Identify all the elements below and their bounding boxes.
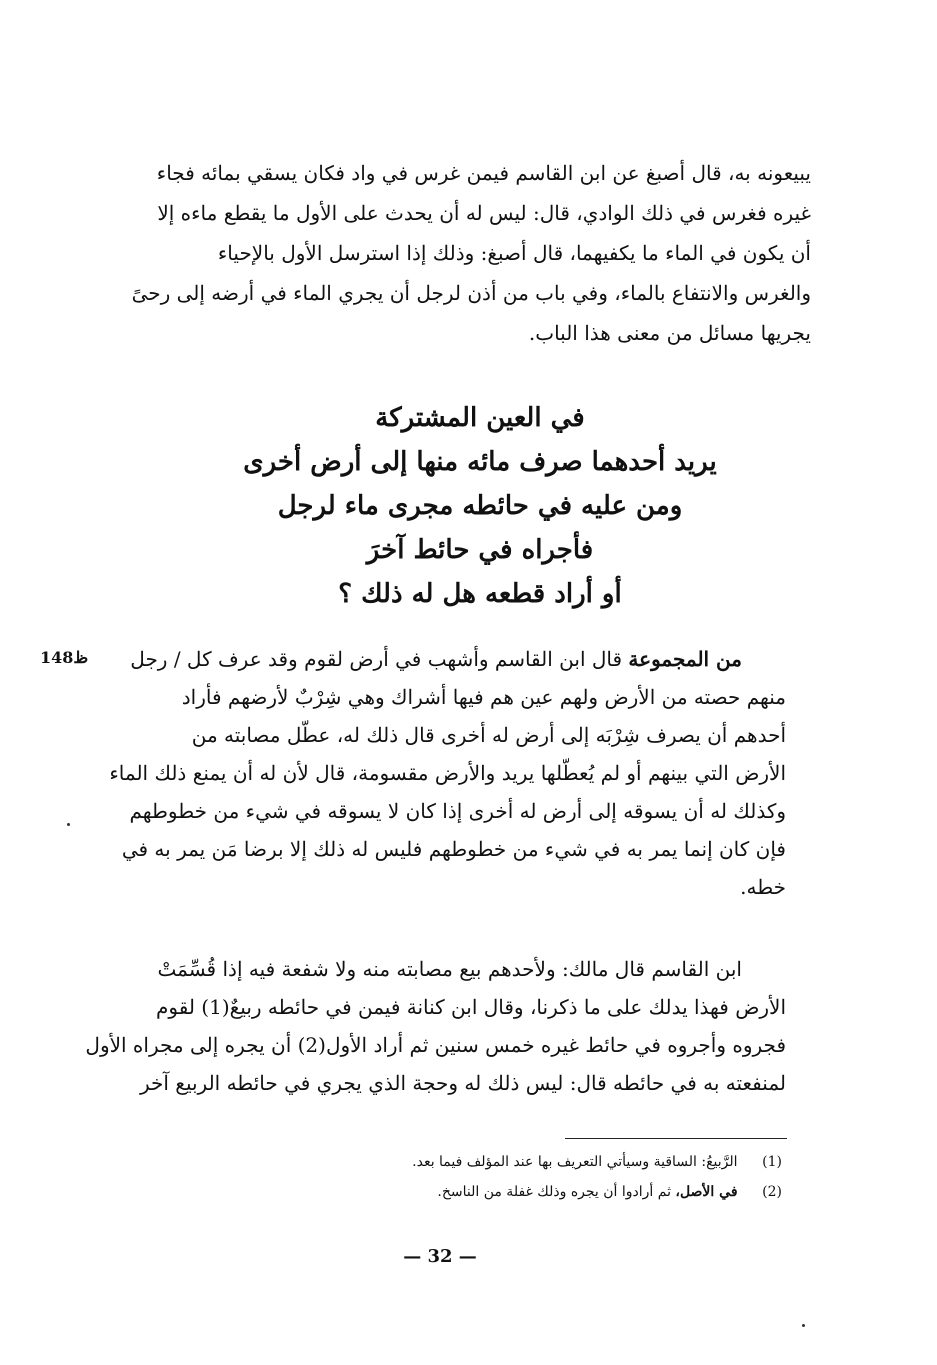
text-line: والغرس والانتفاع بالماء، وفي باب من أذن لرجل أن يجري الماء في أرضه إلى رحىً: [131, 281, 811, 305]
scan-speck: [802, 1324, 805, 1327]
text-line: غيره فغرس في ذلك الوادي، قال: ليس له أن يحدث على الأول ما يقطع ماءه إلا: [157, 201, 811, 225]
section-heading: [200, 396, 760, 616]
text-line: يبيعونه به، قال أصبغ عن ابن القاسم فيمن غرس في واد فكان يسقي بمائه فجاء: [156, 161, 811, 185]
text-line: [118, 640, 786, 678]
paragraph-majmuah: [109, 640, 786, 906]
text-line: أحدهم أن يصرف شِرْبَه إلى أرض له أخرى قال ذلك له، عطّل مصابته من: [191, 723, 786, 747]
text-line: الأرض التي بينهم أو لم يُعطّلها يريد والأرض مقسومة، قال لأن له أن يمنع ذلك الماء: [109, 761, 786, 785]
footnote-number: (2): [762, 1184, 782, 1200]
footnote-text: ثم أرادوا أن يجره وذلك غفلة من الناسخ.: [437, 1184, 676, 1200]
text-line: خطه.: [740, 875, 786, 899]
text-line: فإن كان إنما يمر به في شيء من خطوطهم فليس له ذلك إلا برضا مَن يمر به في: [121, 837, 786, 861]
text-line: فجروه وأجروه في حائط غيره خمس سنين ثم أراد الأول(2) أن يجره إلى مجراه الأول: [85, 1033, 786, 1057]
footnote-number: (1): [762, 1154, 782, 1170]
scan-speck: [67, 823, 70, 826]
paragraph-continuation: [125, 153, 811, 353]
footnote: [240, 1184, 782, 1200]
footnote-divider: [565, 1138, 787, 1139]
footnote: [240, 1154, 782, 1170]
heading-line: يريد أحدهما صرف مائه منها إلى أرض أخرى: [243, 447, 717, 477]
text-line: منهم حصته من الأرض ولهم عين هم فيها أشراك وهي شِرْبٌ لأرضهم فأراد: [181, 685, 786, 709]
text-span: قال ابن القاسم وأشهب في أرض لقوم وقد عرف كل / رجل: [130, 647, 629, 671]
paragraph-ibn-al-qasim: [85, 950, 786, 1102]
footnote-text-bold: في الأصل،: [675, 1184, 738, 1200]
source-name: من المجموعة: [628, 647, 742, 671]
heading-line: ومن عليه في حائطه مجرى ماء لرجل: [277, 491, 683, 521]
text-line: ابن القاسم قال مالك: ولأحدهم بيع مصابته منه ولا شفعة فيه إذا قُسِّمَتْ: [157, 957, 742, 981]
manuscript-folio-note: 148ظ: [40, 648, 89, 667]
text-line: أن يكون في الماء ما يكفيهما، قال أصبغ: وذلك إذا استرسل الأول بالإحياء: [217, 241, 811, 265]
text-line: يجريها مسائل من معنى هذا الباب.: [528, 321, 811, 345]
text-line: الأرض فهذا يدلك على ما ذكرنا، وقال ابن كنانة فيمن في حائطه ربيعٌ(1) لقوم: [156, 995, 786, 1019]
heading-line: في العين المشتركة: [375, 403, 585, 433]
text-line: وكذلك له أن يسوقه إلى أرض له أخرى إذا كان لا يسوقه في شيء من خطوطهم: [129, 799, 786, 823]
text-line: لمنفعته به في حائطه قال: ليس ذلك له وحجة الذي يجري في حائطه الربيع آخر: [139, 1071, 786, 1095]
heading-line: أو أراد قطعه هل له ذلك ؟: [338, 579, 622, 609]
page-number: — 32 —: [403, 1246, 477, 1267]
heading-line: فأجراه في حائط آخرَ: [366, 535, 594, 565]
footnote-text: الرَّبيعُ: الساقية وسيأتي التعريف بها عند المؤلف فيما بعد.: [412, 1154, 738, 1170]
